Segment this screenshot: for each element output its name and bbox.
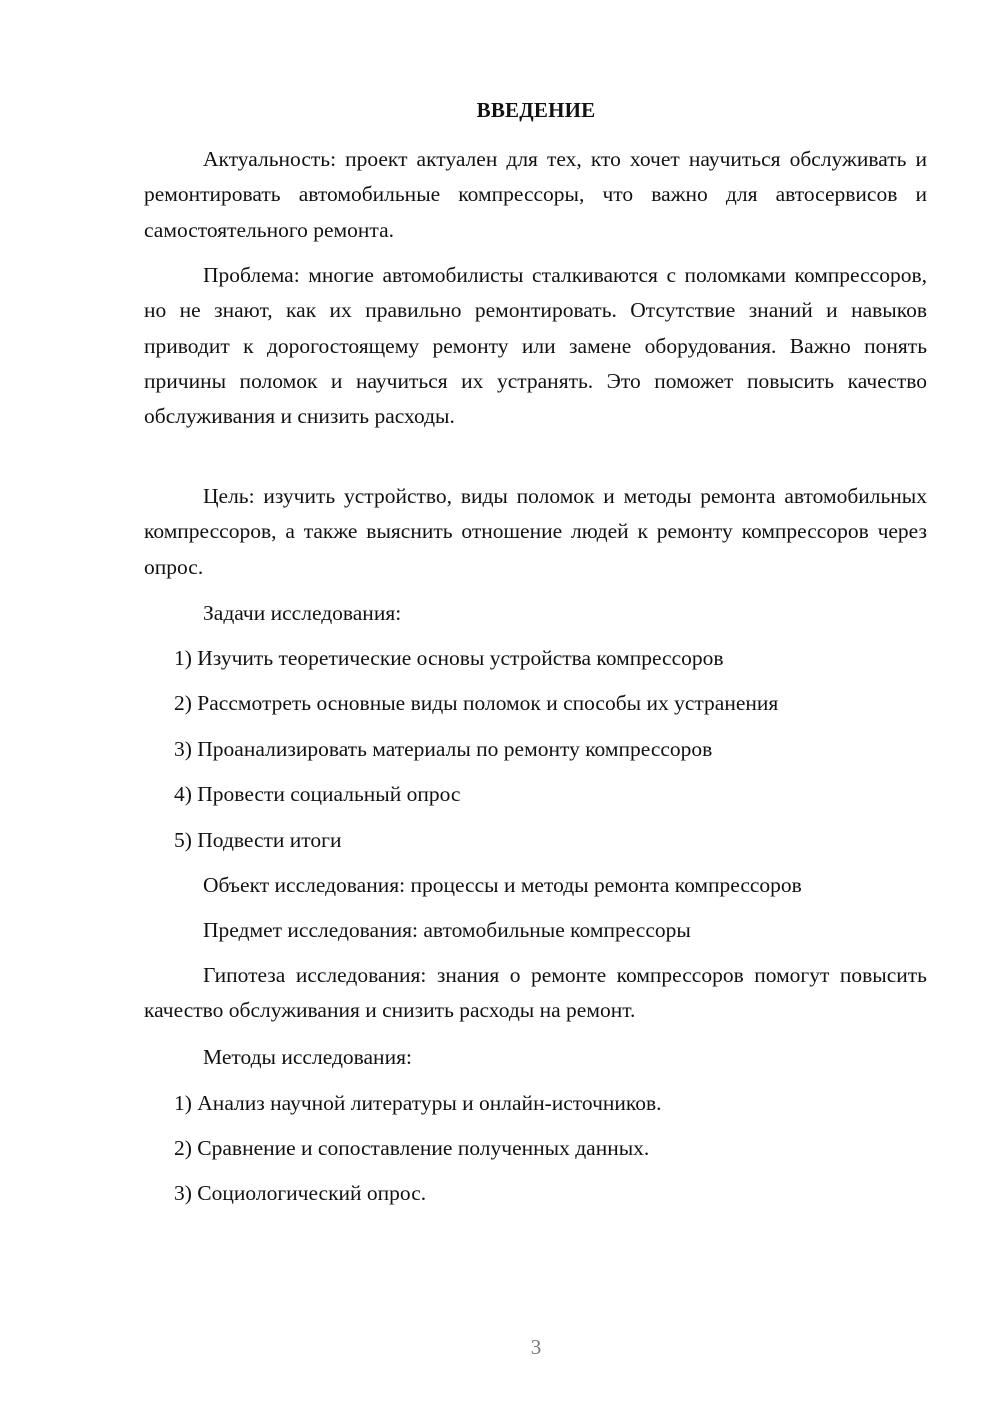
page-number: 3 [530,1335,542,1359]
method-item-1: 1) Анализ научной литературы и онлайн-источников. [174,1091,662,1115]
hypothesis-paragraph: Гипотеза исследования: знания о ремонте компрессоров помогут повысить качество обслуживания и снизить расходы на ремонт. [144,963,927,1023]
method-item-3: 3) Социологический опрос. [174,1181,427,1205]
relevance-paragraph: Актуальность: проект актуален для тех, кто хочет научиться обслуживать и ремонтировать автомобильные компрессоры, что важно для автосервисов и самостоятельного ремонта. [144,147,927,242]
tasks-title: Задачи исследования: [203,601,402,625]
method-item-2: 2) Сравнение и сопоставление полученных данных. [174,1136,650,1160]
task-item-5: 5) Подвести итоги [174,828,342,852]
research-subject: Предмет исследования: автомобильные компрессоры [203,918,691,942]
research-object: Объект исследования: процессы и методы ремонта компрессоров [203,873,802,897]
task-item-2: 2) Рассмотреть основные виды поломок и способы их устранения [174,691,779,715]
task-item-4: 4) Провести социальный опрос [174,782,461,806]
goal-paragraph: Цель: изучить устройство, виды поломок и методы ремонта автомобильных компрессоров, а также выяснить отношение людей к ремонту компрессоров через опрос. [144,484,927,579]
problem-paragraph: Проблема: многие автомобилисты сталкиваются с поломками компрессоров, но не знают, как их правильно ремонтировать. Отсутствие знаний и навыков приводит к дорогостоящему ремонту или замене оборудования. Важно понять причины поломок и научиться их устранять. Это поможет повысить качество обслуживания и снизить расходы. [144,263,927,429]
page-heading: ВВЕДЕНИЕ [476,98,596,122]
task-item-1: 1) Изучить теоретические основы устройства компрессоров [174,646,724,670]
methods-title: Методы исследования: [203,1045,412,1069]
task-item-3: 3) Проанализировать материалы по ремонту компрессоров [174,737,713,761]
